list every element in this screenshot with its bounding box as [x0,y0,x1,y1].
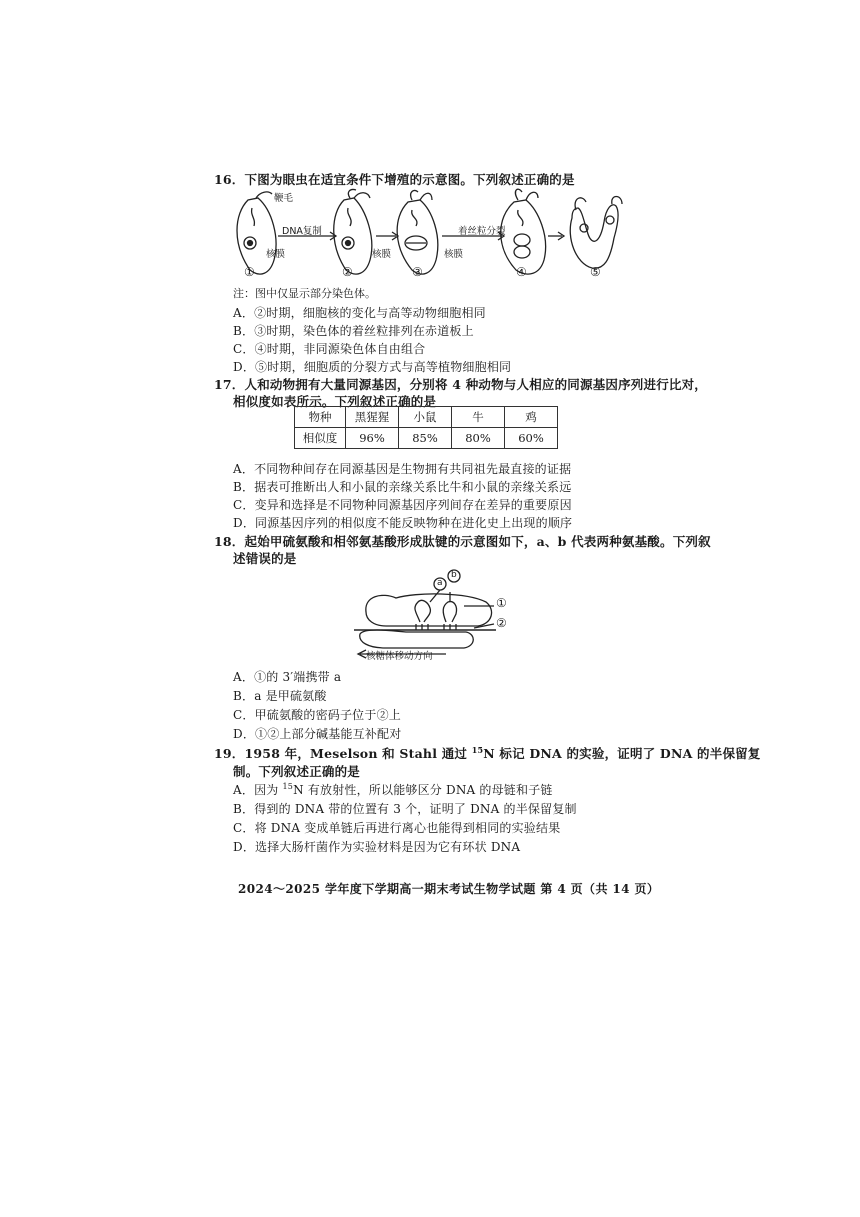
q16-option-d: D．⑤时期，细胞质的分裂方式与高等植物细胞相同 [233,360,512,374]
table-cell: 相似度 [295,428,346,449]
table-cell: 96% [346,428,399,449]
q19-option-a-pre: A．因为 [233,783,283,797]
stage-3: ③ [412,265,423,279]
cell-3 [397,200,438,274]
label-amino-acid-b: b [451,570,457,580]
table-row [295,407,558,428]
table-cell: 牛 [452,407,505,428]
stage-5: ⑤ [590,265,601,279]
table-cell: 物种 [295,407,346,428]
label-trna-1: ① [496,596,507,610]
trna-a [415,600,430,622]
cell-4 [501,200,546,274]
flagellum-1 [256,192,272,198]
q18-stem-line1: 18．起始甲硫氨酸和相邻氨基酸形成肽键的示意图如下，a、b 代表两种氨基酸。下列叙 [214,534,711,549]
trna-b [443,602,456,622]
label-amino-acid-a: a [437,578,443,588]
q19-option-c: C．将 DNA 变成单链后再进行离心也能得到相同的实验结果 [233,821,561,835]
q19-isotope-mass: 15 [471,744,484,755]
table-cell: 鸡 [505,407,558,428]
cell-2 [334,198,372,274]
q19-option-a-isotope: 15 [282,782,294,791]
q16-option-c: C．④时期，非同源染色体自由组合 [233,342,426,356]
table-cell: 黑猩猩 [346,407,399,428]
table-cell: 80% [452,428,505,449]
cell-5 [570,205,618,268]
q19-stem-line1 [214,744,761,762]
cell-1 [237,198,276,274]
q17-option-d: D．同源基因序列的相似度不能反映物种在进化史上出现的顺序 [233,516,573,530]
q18-stem-line2: 述错误的是 [233,551,297,566]
label-dna-replication: DNA复制 [282,226,322,237]
q19-option-d: D．选择大肠杆菌作为实验材料是因为它有环状 DNA [233,840,521,854]
label-nuclear-membrane-1: 核膜 [266,249,286,260]
label-nuclear-membrane-2: 核膜 [372,249,392,260]
q19-stem-line2: 制。下列叙述正确的是 [233,764,361,779]
label-ribosome-direction: 核糖体移动方向 [366,651,433,662]
ribosome-small-subunit [360,630,474,648]
stage-1: ① [244,265,255,279]
q17-option-a: A．不同物种间存在同源基因是生物拥有共同祖先最直接的证据 [233,462,572,476]
similarity-table [294,406,558,449]
q18-option-d: D．①②上部分碱基能互补配对 [233,727,402,741]
table-cell: 60% [505,428,558,449]
page-footer: 2024～2025 学年度下学期高一期末考试生物学试题 第 4 页（共 14 页） [238,882,660,896]
table-cell: 小鼠 [399,407,452,428]
q18-option-c: C．甲硫氨酸的密码子位于②上 [233,708,401,722]
q17-stem-line2: 相似度如表所示。下列叙述正确的是 [233,394,437,409]
q19-stem-pre: 19．1958 年，Meselson 和 Stahl 通过 [214,746,472,761]
label-nuclear-membrane-3: 核膜 [444,249,464,260]
q18-option-a: A．①的 3′端携带 a [233,670,342,684]
label-mrna-2: ② [496,616,507,630]
q19-stem-post: N 标记 DNA 的实验，证明了 DNA 的半保留复 [483,746,761,761]
q16-note: 注：图中仅显示部分染色体。 [233,287,376,300]
q19-option-a [233,781,553,798]
table-row [295,428,558,449]
label-centromere-division: 着丝粒分裂 [458,226,506,237]
q19-option-a-post: N 有放射性，所以能够区分 DNA 的母链和子链 [293,783,553,797]
q16-option-b: B．③时期，染色体的着丝粒排列在赤道板上 [233,324,474,338]
stage-2: ② [342,265,353,279]
q17-option-c: C．变异和选择是不同物种同源基因序列间存在差异的重要原因 [233,498,572,512]
table-cell: 85% [399,428,452,449]
q17-stem-line1: 17．人和动物拥有大量同源基因，分别将 4 种动物与人相应的同源基因序列进行比对， [214,377,707,392]
q19-option-b: B．得到的 DNA 带的位置有 3 个，证明了 DNA 的半保留复制 [233,802,577,816]
q16-option-a: A．②时期，细胞核的变化与高等动物细胞相同 [233,306,486,320]
q18-option-b: B．a 是甲硫氨酸 [233,689,327,703]
q16-stem: 16．下图为眼虫在适宜条件下增殖的示意图。下列叙述正确的是 [214,172,575,187]
ribosome-large-subunit [366,594,492,626]
stage-4: ④ [516,265,527,279]
q17-option-b: B．据表可推断出人和小鼠的亲缘关系比牛和小鼠的亲缘关系远 [233,480,572,494]
label-flagellum: 鞭毛 [274,193,294,204]
